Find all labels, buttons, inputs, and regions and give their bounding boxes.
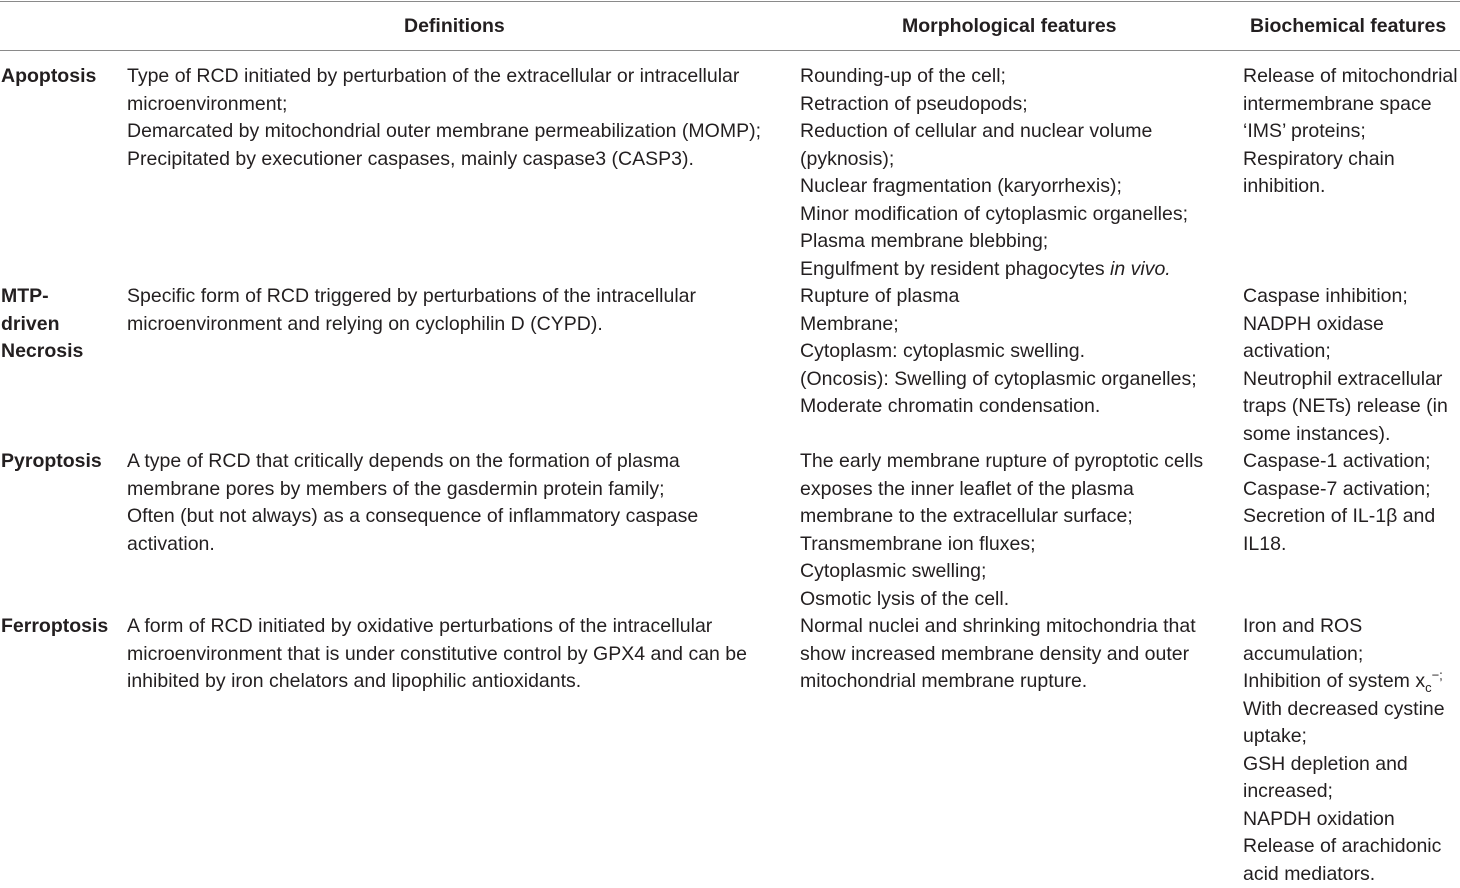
biochemical-line-system-xc (1243, 668, 1460, 696)
biochemical-line: Caspase-1 activation; (1243, 448, 1460, 476)
ferroptosis-definitions (127, 613, 787, 696)
header-biochemical: Biochemical features (1250, 13, 1446, 40)
pyroptosis-morphological (800, 448, 1230, 613)
pyroptosis-biochemical (1243, 448, 1460, 558)
morphology-line: Minor modification of cytoplasmic organelles; (800, 201, 1230, 229)
system-xc-text: Inhibition of system x (1243, 670, 1425, 692)
in-vivo-italic: in vivo. (1110, 258, 1171, 280)
row-label-ferroptosis: Ferroptosis (1, 613, 108, 641)
pyroptosis-definitions (127, 448, 787, 558)
morphology-line: Membrane; (800, 311, 1230, 339)
definition-line: A type of RCD that critically depends on the formation of plasma (127, 448, 787, 476)
biochemical-line: ‘IMS’ proteins; (1243, 118, 1460, 146)
biochemical-line: some instances). (1243, 421, 1460, 449)
morphology-line: Cytoplasmic swelling; (800, 558, 1230, 586)
definition-line: Precipitated by executioner caspases, mainly caspase3 (CASP3). (127, 146, 787, 174)
biochemical-line: NAPDH oxidation (1243, 806, 1460, 834)
morphology-line: Rounding-up of the cell; (800, 63, 1230, 91)
biochemical-line: Respiratory chain (1243, 146, 1460, 174)
biochemical-line: uptake; (1243, 723, 1460, 751)
morphology-line: membrane to the extracellular surface; (800, 503, 1230, 531)
morphology-line: Osmotic lysis of the cell. (800, 586, 1230, 614)
morphology-line: Rupture of plasma (800, 283, 1230, 311)
morphology-line: Retraction of pseudopods; (800, 91, 1230, 119)
mtp-necrosis-biochemical (1243, 283, 1460, 448)
row-label-mtp-necrosis (1, 283, 83, 366)
row-label-apoptosis: Apoptosis (1, 63, 96, 91)
definition-line: inhibited by iron chelators and lipophilic antioxidants. (127, 668, 787, 696)
biochemical-line: activation; (1243, 338, 1460, 366)
morphology-line: mitochondrial membrane rupture. (800, 668, 1230, 696)
morphology-line-engulfment (800, 256, 1230, 284)
definition-line: Demarcated by mitochondrial outer membrane permeabilization (MOMP); (127, 118, 787, 146)
biochemical-line: intermembrane space (1243, 91, 1460, 119)
biochemical-line: Caspase-7 activation; (1243, 476, 1460, 504)
biochemical-line: traps (NETs) release (in (1243, 393, 1460, 421)
morphology-line: Cytoplasm: cytoplasmic swelling. (800, 338, 1230, 366)
biochemical-line: GSH depletion and (1243, 751, 1460, 779)
morphology-line: exposes the inner leaflet of the plasma (800, 476, 1230, 504)
biochemical-line: NADPH oxidase (1243, 311, 1460, 339)
biochemical-line: Release of mitochondrial (1243, 63, 1460, 91)
definition-line: membrane pores by members of the gasdermin protein family; (127, 476, 787, 504)
morphology-line: Reduction of cellular and nuclear volume (800, 118, 1230, 146)
top-rule (0, 1, 1460, 2)
biochemical-line: accumulation; (1243, 641, 1460, 669)
ferroptosis-morphological (800, 613, 1230, 696)
biochemical-line: increased; (1243, 778, 1460, 806)
biochemical-line: Secretion of IL-1β and (1243, 503, 1460, 531)
biochemical-line: acid mediators. (1243, 861, 1460, 888)
row-label-line: driven (1, 311, 83, 339)
morphology-line: show increased membrane density and outer (800, 641, 1230, 669)
biochemical-line: Neutrophil extracellular (1243, 366, 1460, 394)
row-label-line: MTP- (1, 283, 83, 311)
definition-line: Specific form of RCD triggered by perturbations of the intracellular (127, 283, 787, 311)
definition-line: A form of RCD initiated by oxidative perturbations of the intracellular (127, 613, 787, 641)
biochemical-line: Release of arachidonic (1243, 833, 1460, 861)
row-label-line: Necrosis (1, 338, 83, 366)
definition-line: Type of RCD initiated by perturbation of the extracellular or intracellular (127, 63, 787, 91)
ferroptosis-biochemical (1243, 613, 1460, 888)
mtp-necrosis-morphological (800, 283, 1230, 421)
header-rule (0, 50, 1460, 51)
biochemical-line: Iron and ROS (1243, 613, 1460, 641)
morphology-line: (Oncosis): Swelling of cytoplasmic organelles; (800, 366, 1230, 394)
definition-line: activation. (127, 531, 787, 559)
morphology-line: Nuclear fragmentation (karyorrhexis); (800, 173, 1230, 201)
apoptosis-biochemical (1243, 63, 1460, 201)
header-definitions: Definitions (404, 13, 505, 40)
engulfment-text: Engulfment by resident phagocytes (800, 258, 1105, 280)
definition-line: microenvironment that is under constitutive control by GPX4 and can be (127, 641, 787, 669)
biochemical-line: IL18. (1243, 531, 1460, 559)
morphology-line: Transmembrane ion fluxes; (800, 531, 1230, 559)
definition-line: microenvironment and relying on cyclophilin D (CYPD). (127, 311, 787, 339)
mtp-necrosis-definitions (127, 283, 787, 338)
header-morphological: Morphological features (902, 13, 1117, 40)
morphology-line: (pyknosis); (800, 146, 1230, 174)
biochemical-line: Caspase inhibition; (1243, 283, 1460, 311)
biochemical-line: With decreased cystine (1243, 696, 1460, 724)
biochemical-line: inhibition. (1243, 173, 1460, 201)
morphology-line: Moderate chromatin condensation. (800, 393, 1230, 421)
apoptosis-definitions (127, 63, 787, 173)
apoptosis-morphological (800, 63, 1230, 283)
definition-line: Often (but not always) as a consequence of inflammatory caspase (127, 503, 787, 531)
definition-line: microenvironment; (127, 91, 787, 119)
morphology-line: The early membrane rupture of pyroptotic cells (800, 448, 1230, 476)
morphology-line: Normal nuclei and shrinking mitochondria that (800, 613, 1230, 641)
row-label-pyroptosis: Pyroptosis (1, 448, 102, 476)
morphology-line: Plasma membrane blebbing; (800, 228, 1230, 256)
system-xc-superscript: −; (1432, 668, 1443, 683)
system-xc-subscript: c (1425, 680, 1432, 695)
